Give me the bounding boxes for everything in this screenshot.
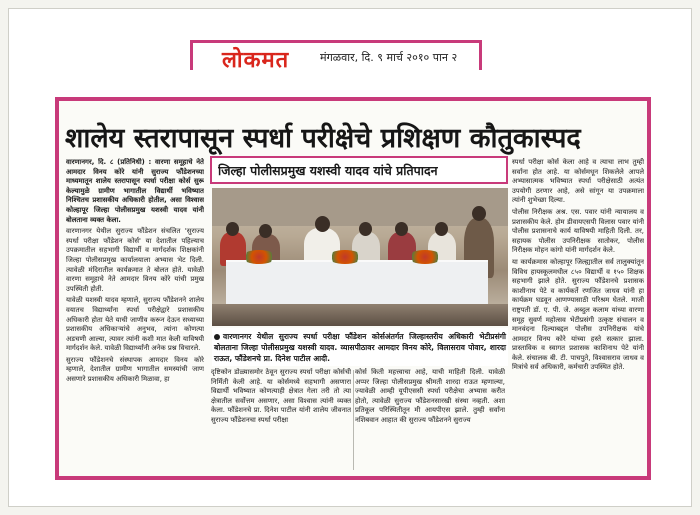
photo-flowers [408, 250, 442, 264]
article-paragraph: सुराज्य फौंडेशनचे संस्थापक आमदार विनय कोरे म्हणाले, देशातील ग्रामीण भागातील समस्यांची जाण असणारे प्रशासकीय अधिकारी मिळावा, हा [66, 355, 204, 384]
photo-backdrop-banner [212, 188, 508, 226]
photo-caption-text: वारणानगर येथील सुराज्य स्पर्धा परीक्षा फौंडेशन कोर्सअंतर्गत जिल्हास्तरीय अधिकारी भेटीप्रसंगी बोलताना जिल्हा पोलीसप्रमुख यशस्वी यादव. व्यासपीठावर आमदार विनय कोरे, विलासराव पोवार, शारदा राऊत, फौंडेशनचे प्रा. दिनेश पाटील आदी. [214, 332, 506, 363]
photo-dais-table [226, 260, 488, 306]
article-subheadline: जिल्हा पोलीसप्रमुख यशस्वी यादव यांचे प्रतिपादन [218, 163, 438, 178]
article-middle-column-2 [355, 368, 505, 472]
article-paragraph: वारणानगर, दि. ८ (प्रतिनिधी) : वारणा समूहाचे नेते आमदार विनय कोरे यांनी सुराज्य फौंडेशनच्या माध्यमातून शालेय स्तरापासून स्पर्धा परीक्षा कोर्स सुरू केल्यामुळे ग्रामीण भागातील विद्यार्थी भविष्यात निश्चितच प्रशासकीय अधिकारी होतील, असा विश्वास कोल्हापूर जिल्हा पोलीसप्रमुख यशस्वी यादव यांनी बोलताना व्यक्त केला. [66, 158, 204, 224]
article-paragraph: स्पर्धा परीक्षा कोर्स केला आहे व त्याचा लाभ तुम्ही सर्वांना होत आहे. या कोर्समधून शिकलेले आपले अभ्यासात्मक भविष्यात स्पर्धा परीक्षेसाठी अत्यंत उपयोगी ठरणार आहे, असे सांगून या उपक्रमाला त्यांनी शुभेच्छा दिल्या. [512, 158, 644, 205]
photo-caption [214, 331, 506, 364]
article-middle-column-1 [211, 368, 351, 472]
photo-audience [212, 304, 508, 326]
article-paragraph: कोर्स किती महत्त्वाचा आहे, याची माहिती दिली. यावेळी अप्पर जिल्हा पोलीसप्रमुख श्रीमती शारदा राऊत म्हणाल्या, ज्यावेळी आम्ही यूपीएससी स्पर्धा परीक्षेचा अभ्यास करीत होतो, त्यावेळी सुराज्य फौंडेशनसारखी संस्था नव्हती. अशा प्रतिकूल परिस्थितीतून मी आयपीएस झाले. तुम्ही सर्वांना नशिबवान आहात की सुराज्य फौंडेशनने सुराज्य [355, 368, 505, 424]
photo-person-head [435, 222, 448, 236]
newspaper-logo: लोकमत [222, 47, 290, 73]
photo-person-head [259, 224, 272, 238]
photo-flowers [242, 250, 276, 264]
article-left-column [66, 158, 204, 470]
photo-person-head [226, 222, 239, 236]
photo-person-head [472, 206, 486, 221]
photo-person-head [395, 222, 408, 236]
bullet-icon [214, 334, 220, 340]
article-paragraph: वारणानगर येथील सुराज्य फौंडेशन संचलित 'सुराज्य स्पर्धा परीक्षा फौंडेशन कोर्स' या देशातील पहिल्याच उपक्रमातील सहभागी विद्यार्थी व मार्गदर्शक शिक्षकांनी जिल्हा पोलीसप्रमुख कार्यालयाला अभ्यास भेट दिली. त्यावेळी मंदिरातील कार्यक्रमात ते बोलत होते. यावेळी वारणा समूहाचे नेते आमदार विनय कोरे यांची प्रमुख उपस्थिती होती. [66, 227, 204, 293]
column-divider [353, 370, 354, 470]
article-paragraph: या कार्यक्रमास कोल्हापूर जिल्ह्यातील सर्व तालुक्यांतून विविध हायस्कूलमधील ८५० विद्यार्थी व १५० शिक्षक सहभागी झाले होते. सुराज्य फौंडेशनचे प्रशासक काशीनाथ पेटे व कार्यकर्ते रणजित जाधव यांनी हा कार्यक्रम घडवून आणण्यासाठी परिश्रम घेतले. माजी राष्ट्रपती डॉ. ए. पी. जे. अब्दुल कलाम यांच्या वारणा समूह सुवर्ण महोत्सव भेटीप्रसंगी उत्कृष्ट संचालन व मानवंदना दिल्याबद्दल पोलीस उपनिरीक्षक यांचे आमदार विनय कोरे यांच्या हस्ते सत्कार झाला. प्रास्ताविक व स्वागत प्रशासक काशिनाथ पेटे यांनी केले. संचालक बी. टी. पाचपुते, विश्वासराव जाधव व मित्रांचे सर्व अधिकारी, कर्मचारी उपस्थित होते. [512, 257, 644, 372]
dateline: मंगळवार, दि. ९ मार्च २०१० पान २ [320, 51, 458, 64]
photo-person-head [315, 216, 330, 232]
article-paragraph: यावेळी यशस्वी यादव म्हणाले, सुराज्य फौंडेशनने शालेय वयातच विद्यार्थ्यांना स्पर्धा परीक्षेद्वारे प्रशासकीय अधिकारी होता येते याची जाणीव करून देऊन सध्याच्या प्रशासकीय अधिकाऱ्यांचे अनुभव, त्यांना कोणत्या अडचणी आल्या, त्यावर त्यांनी कशी मात केली याविषयी मार्गदर्शन केले. यावेळी विद्यार्थ्यांनी अनेक प्रश्न विचारले. [66, 296, 204, 353]
article-paragraph: दृष्टिकोन डोळ्यासमोर ठेवून सुराज्य स्पर्धा परीक्षा कोर्सची निर्मिती केली आहे. या कोर्समध्ये सहभागी असणारा विद्यार्थी भविष्यात कोणत्याही क्षेत्रात गेला तरी तो त्या क्षेत्रातील सर्वोत्तम असणार, असा विश्वास त्यांनी व्यक्त केला. फौंडेशनचे प्रा. दिनेश पाटील यांनी शालेय जीवनात सुराज्य फौंडेशनचा स्पर्धा परीक्षा [211, 368, 351, 424]
photo-flowers [328, 250, 362, 264]
article-paragraph: पोलीस निरीक्षक अश्र. एस. पवार यांनी न्यायालय व प्रशासकीय केले. होम डीवायएसपी विलास पवार यांनी पोलीस प्रशासनाचे कार्य याविषयी माहिती दिली. तर, सहायक पोलीस उपनिरीक्षक सातोकर, पोलीस निरीक्षक मोहन कांगो यांनी मार्गदर्शन केले. [512, 207, 644, 255]
event-photo [212, 188, 508, 326]
photo-person-head [359, 222, 372, 236]
article-right-column [512, 158, 644, 470]
article-headline: शालेय स्तरापासून स्पर्धा परीक्षेचे प्रशिक्षण कौतुकास्पद [65, 123, 581, 154]
